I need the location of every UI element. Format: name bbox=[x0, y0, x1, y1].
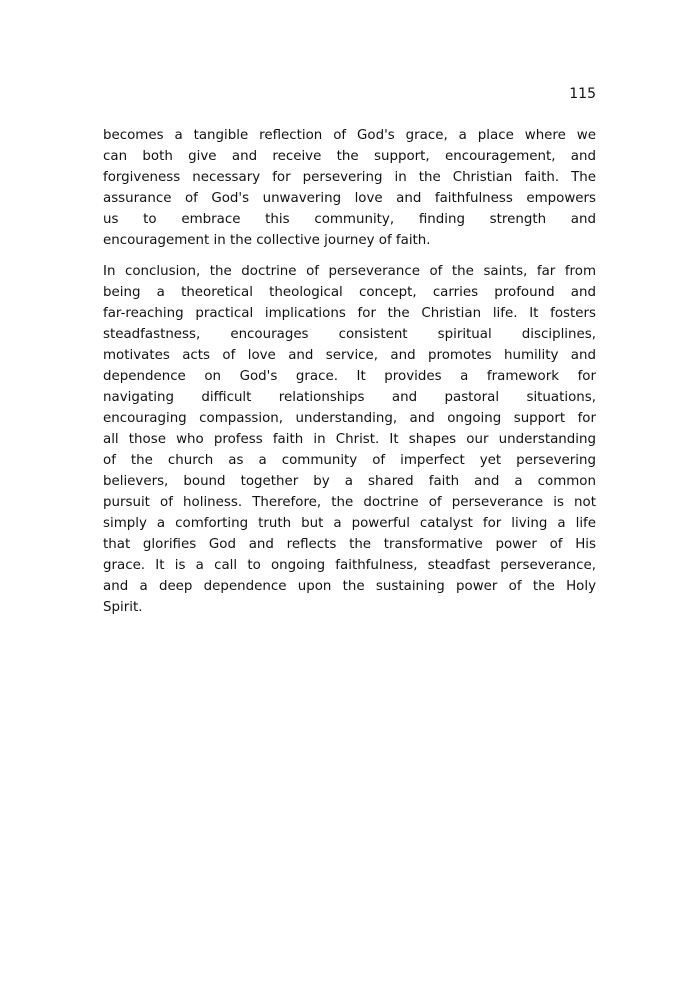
text-line: being a theoretical theological concept, carries profound and bbox=[103, 285, 596, 300]
text-line: pursuit of holiness. Therefore, the doctrine of perseverance is not bbox=[103, 495, 596, 510]
text-line: encouraging compassion, understanding, and ongoing support for bbox=[103, 411, 596, 426]
text-line: all those who profess faith in Christ. It shapes our understanding bbox=[103, 432, 596, 447]
text-line: Spirit. bbox=[103, 600, 143, 615]
text-line: forgiveness necessary for persevering in the Christian faith. The bbox=[103, 170, 596, 185]
text-line: of the church as a community of imperfect yet persevering bbox=[103, 453, 596, 468]
text-line: and a deep dependence upon the sustaining power of the Holy bbox=[103, 579, 596, 594]
text-line: simply a comforting truth but a powerful catalyst for living a life bbox=[103, 516, 596, 531]
text-line: can both give and receive the support, encouragement, and bbox=[103, 149, 596, 164]
text-line: believers, bound together by a shared faith and a common bbox=[103, 474, 596, 489]
text-line: becomes a tangible reflection of God's grace, a place where we bbox=[103, 128, 596, 143]
paragraph-1 bbox=[103, 125, 596, 251]
text-line: navigating difficult relationships and pastoral situations, bbox=[103, 390, 596, 405]
text-line: motivates acts of love and service, and promotes humility and bbox=[103, 348, 596, 363]
text-line: grace. It is a call to ongoing faithfulness, steadfast perseverance, bbox=[103, 558, 596, 573]
text-line: assurance of God's unwavering love and faithfulness empowers bbox=[103, 191, 596, 206]
text-line: dependence on God's grace. It provides a framework for bbox=[103, 369, 596, 384]
text-line: far-reaching practical implications for the Christian life. It fosters bbox=[103, 306, 596, 321]
text-line: that glorifies God and reflects the transformative power of His bbox=[103, 537, 596, 552]
text-line: steadfastness, encourages consistent spiritual disciplines, bbox=[103, 327, 596, 342]
paragraph-2 bbox=[103, 261, 596, 618]
text-line: us to embrace this community, finding strength and bbox=[103, 212, 596, 227]
page-number: 115 bbox=[569, 86, 596, 102]
text-line: In conclusion, the doctrine of perseverance of the saints, far from bbox=[103, 264, 596, 279]
text-line: encouragement in the collective journey of faith. bbox=[103, 233, 431, 248]
